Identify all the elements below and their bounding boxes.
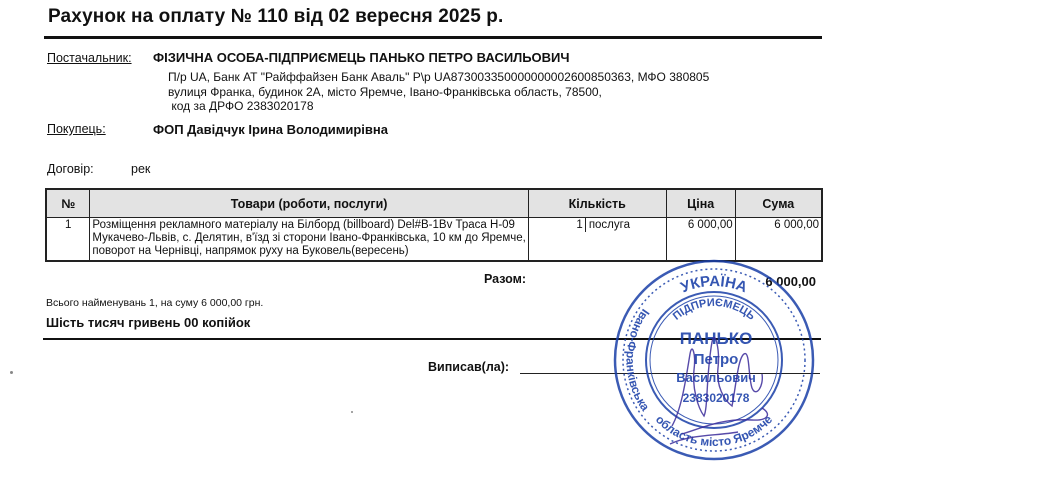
invoice-title: Рахунок на оплату № 110 від 02 вересня 2025 р. [48, 6, 504, 27]
row-sum: 6 000,00 [735, 218, 822, 261]
stamp-center-patronymic: Васильович [676, 370, 756, 385]
row-qty-cell [528, 218, 666, 261]
row-unit: послуга [588, 219, 630, 231]
total-value: 6 000,00 [765, 274, 816, 289]
signature-label: Виписав(ла): [428, 360, 510, 374]
col-header-num: № [46, 189, 90, 218]
table-row [46, 218, 822, 261]
supplier-bank-details: П/р UA, Банк АТ "Райффайзен Банк Аваль" Р\р UA873003350000000002600850363, МФО 380805 [168, 70, 710, 84]
row-price: 6 000,00 [666, 218, 735, 261]
row-description [90, 218, 528, 261]
items-table [45, 188, 823, 262]
col-header-qty: Кількість [528, 189, 666, 218]
row-description-line: поворот на Чернівці, напрямок руху на Буковель(вересень) [92, 245, 409, 257]
title-underline [44, 36, 822, 39]
supplier-tax-code: код за ДРФО 2383020178 [168, 99, 314, 113]
company-stamp [612, 258, 816, 462]
col-header-goods: Товари (роботи, послуги) [90, 189, 528, 218]
row-description-line: Мукачево-Львів, с. Делятин, в'їзд зі сторони Івано-Франківська, 10 км до Яремче, [92, 232, 526, 244]
supplier-address: вулиця Франка, будинок 2А, місто Яремче, Івано-Франківська область, 78500, [168, 85, 602, 99]
stamp-text-outer-bottom: область місто Яремче [652, 412, 776, 450]
supplier-name: ФІЗИЧНА ОСОБА-ПІДПРИЄМЕЦЬ ПАНЬКО ПЕТРО ВАСИЛЬОВИЧ [153, 50, 570, 65]
stamp-text-outer-left: Івано-Франківська [623, 306, 653, 414]
buyer-label: Покупець: [47, 122, 106, 136]
stamp-text-inner-top: ПІДПРИЄМЕЦЬ [670, 296, 758, 323]
scan-speck [351, 411, 353, 413]
stamp-center-surname: ПАНЬКО [679, 329, 753, 348]
row-num: 1 [46, 218, 90, 261]
stamp-text-outer-top: УКРАЇНА [678, 272, 750, 297]
amount-in-words: Шість тисяч гривень 00 копійок [46, 315, 251, 330]
col-header-price: Ціна [666, 189, 735, 218]
supplier-label: Постачальник: [47, 51, 132, 65]
row-qty: 1 [529, 218, 586, 232]
contract-label: Договір: [47, 162, 94, 176]
buyer-name: ФОП Давідчук Ірина Володимирівна [153, 122, 388, 137]
items-count-summary: Всього найменувань 1, на суму 6 000,00 грн. [46, 297, 264, 309]
table-header-row [46, 189, 822, 218]
scan-speck [10, 371, 13, 374]
col-header-sum: Сума [735, 189, 822, 218]
stamp-center-code: 2383020178 [682, 391, 750, 405]
total-label: Разом: [484, 272, 527, 286]
stamp-center-name: Петро [693, 351, 739, 368]
row-description-line: Розміщення рекламного матеріалу на Білборд (billboard) Del#B-1Bv Траса Н-09 [92, 219, 515, 231]
contract-value: рек [131, 162, 151, 176]
